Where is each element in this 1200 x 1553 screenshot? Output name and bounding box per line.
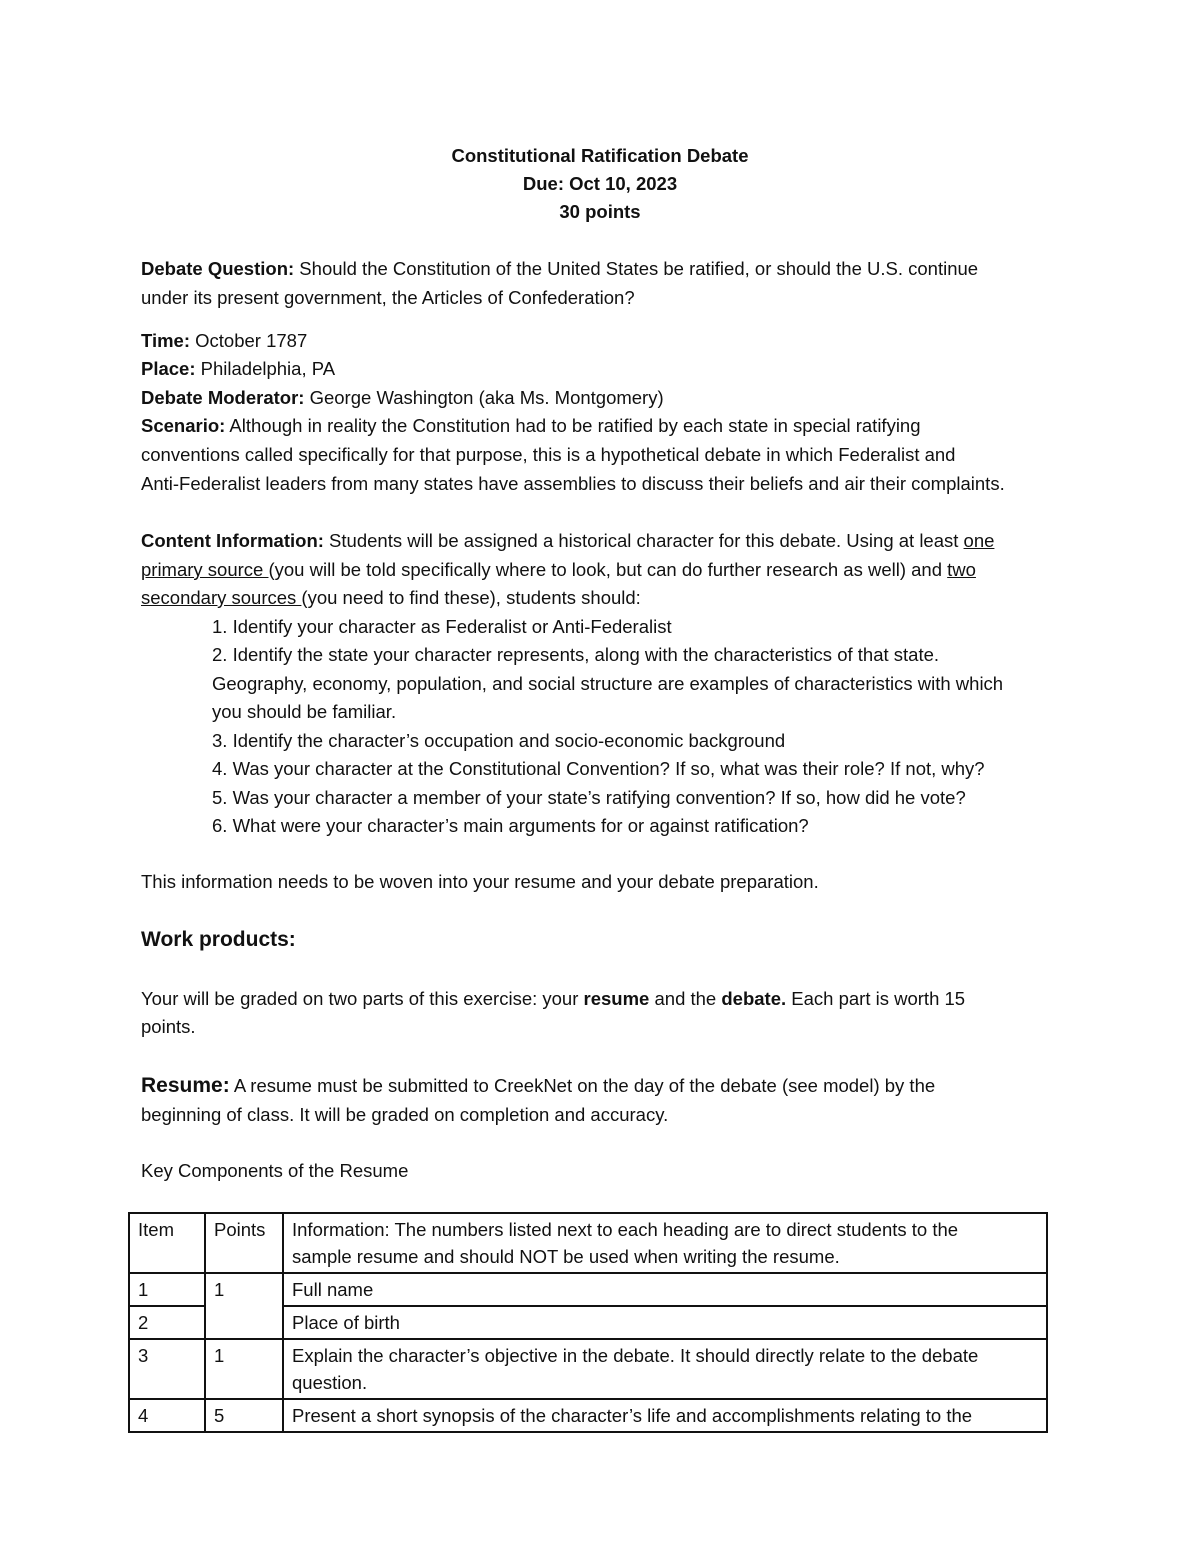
moderator-label: Debate Moderator:: [141, 387, 305, 408]
list-item: 6. What were your character’s main arguments for or against ratification?: [212, 815, 809, 836]
list-item: 3. Identify the character’s occupation and socio-economic background: [212, 730, 786, 751]
cell-info-line-1: Explain the character’s objective in the debate. It should directly relate to the debate: [292, 1345, 979, 1366]
resume-components-table: [128, 1212, 1048, 1433]
table-row: [129, 1306, 1047, 1339]
header-info-line-2: sample resume and should NOT be used when writing the resume.: [292, 1246, 840, 1267]
work-products-text: Your will be graded on two parts of this exercise: your: [141, 988, 584, 1009]
list-item: 4. Was your character at the Constitutional Convention? If so, what was their role? If not, why?: [212, 758, 985, 779]
resume-bold: resume: [583, 988, 650, 1009]
woven-note: This information needs to be woven into your resume and your debate preparation.: [141, 871, 819, 892]
due-date: Due: Oct 10, 2023: [522, 173, 678, 194]
cell-info-line-2: question.: [292, 1372, 368, 1393]
work-products-heading: Work products:: [141, 928, 296, 951]
debate-question: [141, 255, 978, 283]
work-products-text-2: and the: [649, 988, 722, 1009]
resume-heading: Resume:: [141, 1074, 230, 1097]
content-info-line-2: [141, 556, 976, 584]
debate-question-cont: under its present government, the Articles of Confederation?: [141, 287, 635, 308]
content-info-text-3: (you need to find these), students should:: [301, 587, 641, 608]
resume-text: A resume must be submitted to CreekNet on the day of the debate (see model) by the: [229, 1075, 936, 1096]
key-components-caption: Key Components of the Resume: [141, 1160, 409, 1181]
content-info-line-1: [141, 527, 994, 555]
scenario-text: Although in reality the Constitution had to be ratified by each state in special ratifying: [225, 415, 921, 436]
work-products-text-3: Each part is worth 15: [786, 988, 966, 1009]
place-label: Place:: [141, 358, 196, 379]
table-row: [129, 1339, 1047, 1399]
cell-points: 1: [205, 1273, 283, 1306]
content-info-text: Students will be assigned a historical character for this debate. Using at least: [323, 530, 964, 551]
cell-points: [205, 1306, 283, 1339]
cell-item: 4: [129, 1399, 205, 1432]
debate-question-label: Debate Question:: [141, 258, 295, 279]
header-info-line-1: Information: The numbers listed next to each heading are to direct students to the: [292, 1219, 959, 1240]
underline-two: two: [947, 559, 976, 580]
cell-info: Present a short synopsis of the character’s life and accomplishments relating to the: [283, 1399, 1047, 1432]
resume-line-2: beginning of class. It will be graded on completion and accuracy.: [141, 1104, 669, 1125]
list-item-cont: you should be familiar.: [212, 701, 397, 722]
debate-bold: debate.: [721, 988, 787, 1009]
moderator-value: George Washington (aka Ms. Montgomery): [304, 387, 664, 408]
header-points: Points: [205, 1213, 283, 1273]
cell-item: 1: [129, 1273, 205, 1306]
cell-info: [283, 1339, 1047, 1399]
cell-item: 2: [129, 1306, 205, 1339]
cell-points: 5: [205, 1399, 283, 1432]
resume-line-1: [141, 1072, 935, 1100]
cell-item: 3: [129, 1339, 205, 1399]
time-line: [141, 327, 307, 355]
table-header-row: [129, 1213, 1047, 1273]
moderator-line: [141, 384, 664, 412]
table-row: [129, 1399, 1047, 1432]
time-value: October 1787: [190, 330, 308, 351]
header-information: [283, 1213, 1047, 1273]
table-row: [129, 1273, 1047, 1306]
cell-info: Place of birth: [283, 1306, 1047, 1339]
scenario-line-3: Anti-Federalist leaders from many states have assemblies to discuss their beliefs and air their complaints.: [141, 473, 1005, 494]
content-info-line-3: [141, 584, 641, 612]
work-products-line-1: [141, 985, 965, 1013]
debate-question-text: Should the Constitution of the United States be ratified, or should the U.S. continue: [294, 258, 979, 279]
scenario-label: Scenario:: [141, 415, 226, 436]
list-item: 5. Was your character a member of your state’s ratifying convention? If so, how did he vote?: [212, 787, 966, 808]
underline-secondary-sources: secondary sources: [141, 587, 302, 608]
content-info-label: Content Information:: [141, 530, 324, 551]
list-item-cont: Geography, economy, population, and social structure are examples of characteristics with which: [212, 673, 1004, 694]
place-line: [141, 355, 335, 383]
document-title: Constitutional Ratification Debate: [451, 145, 749, 166]
place-value: Philadelphia, PA: [195, 358, 336, 379]
total-points: 30 points: [559, 201, 641, 222]
cell-info: Full name: [283, 1273, 1047, 1306]
cell-points: 1: [205, 1339, 283, 1399]
scenario-line-2: conventions called specifically for that purpose, this is a hypothetical debate in which Federalist and: [141, 444, 956, 465]
underline-one: one: [963, 530, 995, 551]
work-products-line-2: points.: [141, 1016, 196, 1037]
list-item: 2. Identify the state your character represents, along with the characteristics of that state.: [212, 644, 940, 665]
header-item: Item: [129, 1213, 205, 1273]
list-item: 1. Identify your character as Federalist or Anti-Federalist: [212, 616, 672, 637]
scenario-line: [141, 412, 921, 440]
underline-primary-source: primary source: [141, 559, 269, 580]
time-label: Time:: [141, 330, 191, 351]
content-info-text-2: (you will be told specifically where to look, but can do further research as well) and: [268, 559, 948, 580]
